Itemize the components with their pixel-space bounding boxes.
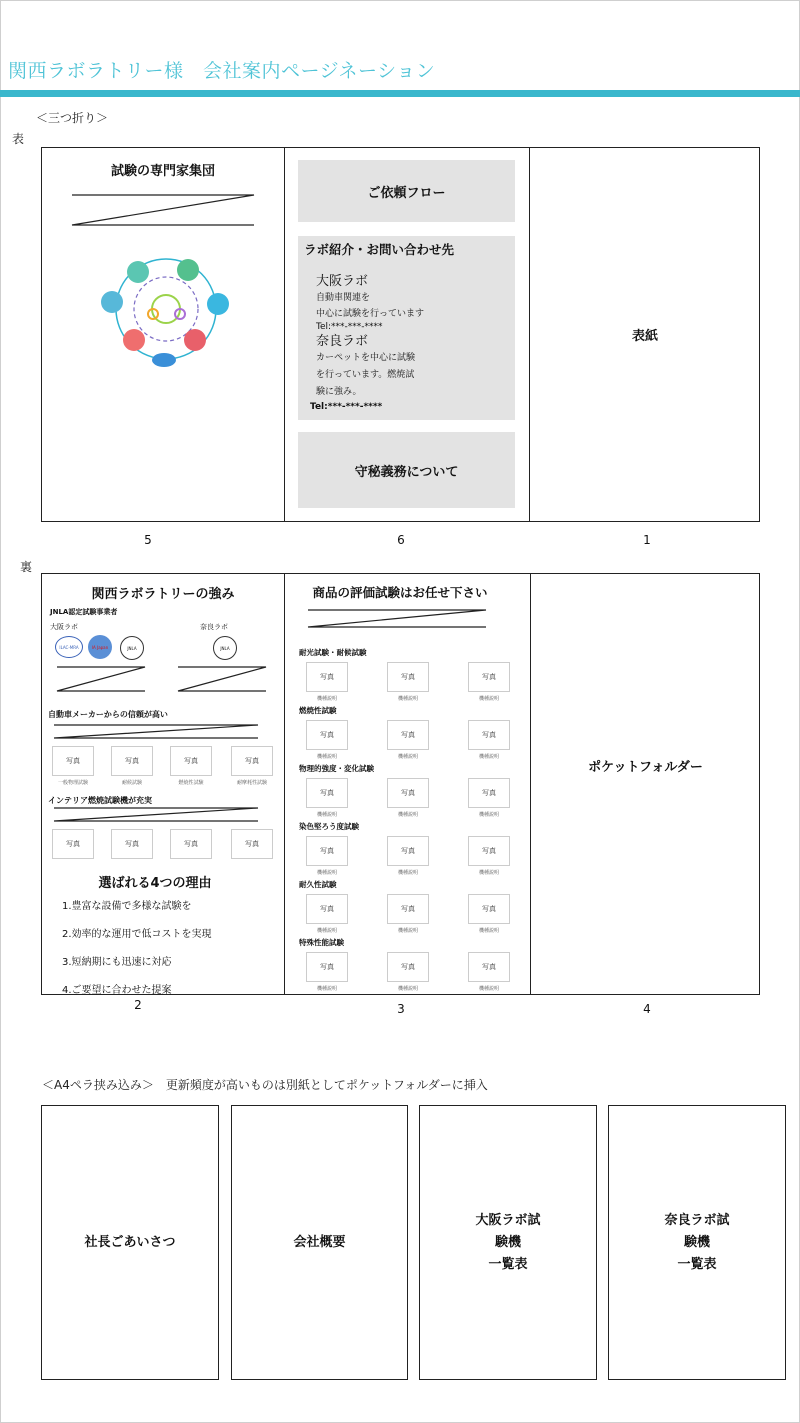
p2-zigzag-interior	[52, 806, 260, 824]
nara-label: 奈良ラボ	[200, 623, 228, 631]
request-flow-block: ご依頼フロー	[298, 160, 515, 222]
photo-placeholder: 写真	[170, 829, 212, 859]
reason-3: 3.短納期にも迅速に対応	[62, 957, 172, 968]
photo-placeholder: 写真	[387, 894, 429, 924]
photo-caption: 機種説明	[316, 870, 337, 876]
photo-caption: 機種説明	[478, 696, 499, 702]
nara-lab-tel: Tel:***-***-****	[310, 402, 383, 412]
p2-zigzag-osaka	[55, 664, 147, 694]
test-category-heading: 染色堅ろう度試験	[299, 822, 359, 831]
auto-photo-row	[52, 746, 278, 792]
insert-company-overview	[231, 1105, 408, 1380]
page-number-6: 6	[397, 533, 405, 547]
expert-group-diagram	[98, 252, 234, 370]
insert-line: 会社概要	[293, 1234, 346, 1250]
nara-lab-name: 奈良ラボ	[316, 334, 369, 349]
p3-heading: 商品の評価試験はお任せ下さい	[312, 585, 488, 600]
insert-osaka-equipment-list	[419, 1105, 597, 1380]
photo-placeholder: 写真	[111, 829, 153, 859]
nara-lab-desc-2: を行っています。燃焼試	[316, 370, 415, 380]
insert-line: 一覧表	[488, 1256, 528, 1272]
photo-placeholder: 写真	[111, 746, 153, 776]
back-label: 裏	[20, 560, 33, 574]
photo-placeholder: 写真	[468, 952, 510, 982]
insert-line: 大阪ラボ試	[475, 1212, 541, 1228]
jnla-badge-nara: JNLA	[213, 636, 237, 660]
lab-intro-block	[298, 236, 515, 420]
test-category-heading: 燃焼性試験	[299, 706, 337, 715]
confidentiality-block: 守秘義務について	[298, 432, 515, 508]
ilac-badge: ILAC-MRA	[55, 636, 83, 658]
photo-placeholder: 写真	[468, 662, 510, 692]
photo-placeholder: 写真	[306, 952, 348, 982]
p2-zigzag-nara	[176, 664, 268, 694]
photo-placeholder: 写真	[52, 829, 94, 859]
photo-placeholder: 写真	[306, 662, 348, 692]
photo-caption: 機種説明	[478, 812, 499, 818]
photo-caption: 機種説明	[478, 928, 499, 934]
photo-caption: 機種説明	[397, 986, 418, 992]
photo-caption: 機種説明	[397, 754, 418, 760]
photo-placeholder: 写真	[231, 746, 273, 776]
photo-placeholder: 写真	[387, 952, 429, 982]
photo-caption: 機種説明	[316, 986, 337, 992]
divider	[284, 147, 285, 522]
interior-heading: インテリア燃焼試験機が充実	[48, 796, 152, 805]
photo-placeholder: 写真	[306, 720, 348, 750]
nara-lab-desc-1: カーペットを中心に試験	[316, 353, 416, 363]
osaka-lab-tel: Tel:***-***-****	[316, 322, 383, 332]
p2-zigzag-auto	[52, 723, 260, 741]
osaka-lab-desc-1: 自動車関連を	[316, 293, 371, 303]
pocket-folder-label: ポケットフォルダー	[588, 760, 703, 775]
test-category-heading: 特殊性能試験	[299, 938, 344, 947]
osaka-label: 大阪ラボ	[50, 623, 78, 631]
test-category-heading: 物理的強度・変化試験	[299, 764, 374, 773]
insert-line: 験機	[683, 1234, 710, 1250]
insert-line: 奈良ラボ試	[664, 1212, 730, 1228]
photo-placeholder: 写真	[170, 746, 212, 776]
reason-1: 1.豊富な設備で多様な試験を	[62, 901, 192, 912]
photo-placeholder: 写真	[468, 778, 510, 808]
photo-placeholder: 写真	[387, 662, 429, 692]
test-category-heading: 耐久性試験	[299, 880, 337, 889]
p2-heading: 関西ラボラトリーの強み	[91, 587, 235, 602]
photo-caption: 機種説明	[397, 928, 418, 934]
photo-placeholder: 写真	[387, 720, 429, 750]
photo-placeholder: 写真	[468, 720, 510, 750]
page-number-4: 4	[643, 1002, 651, 1016]
photo-caption: 機種説明	[397, 870, 418, 876]
photo-caption: 機種説明	[397, 696, 418, 702]
photo-placeholder: 写真	[306, 894, 348, 924]
photo-placeholder: 写真	[306, 778, 348, 808]
a4-insert-section-label: ＜A4ペラ挟み込み＞ 更新頻度が高いものは別紙としてポケットフォルダーに挿入	[42, 1078, 488, 1092]
reasons-heading: 選ばれる4つの理由	[98, 876, 212, 891]
page-number-5: 5	[144, 533, 152, 547]
photo-caption: 機種説明	[316, 928, 337, 934]
p5-heading: 試験の専門家集団	[110, 164, 215, 179]
photo-caption: 機種説明	[316, 754, 337, 760]
page-number-3: 3	[397, 1002, 405, 1016]
photo-caption: 耐摩耗性試験	[236, 780, 267, 786]
photo-caption: 燃焼性試験	[178, 780, 204, 786]
photo-caption: 機種説明	[397, 812, 418, 818]
photo-caption: 耐候試験	[121, 780, 142, 786]
title-underline	[0, 90, 800, 97]
photo-placeholder: 写真	[468, 836, 510, 866]
insert-line: 一覧表	[677, 1256, 717, 1272]
insert-line: 験機	[494, 1234, 521, 1250]
photo-placeholder: 写真	[52, 746, 94, 776]
section-label-trifold: ＜三つ折り＞	[36, 111, 109, 125]
photo-placeholder: 写真	[387, 836, 429, 866]
page-number-1: 1	[643, 533, 651, 547]
p3-zigzag-placeholder	[306, 607, 488, 631]
photo-caption: 機種説明	[478, 986, 499, 992]
insert-greeting	[41, 1105, 219, 1380]
jnla-label: JNLA認定試験事業者	[50, 608, 118, 616]
jnla-badge-osaka: JNLA	[120, 636, 144, 660]
insert-nara-equipment-list	[608, 1105, 786, 1380]
cover-label: 表紙	[631, 329, 658, 344]
osaka-lab-desc-2: 中心に試験を行っています	[316, 309, 425, 319]
page-title: 関西ラボラトリー様 会社案内ページネーション	[8, 60, 436, 82]
auto-trust-heading: 自動車メーカーからの信頼が高い	[48, 710, 168, 719]
nara-lab-desc-3: 験に強み。	[316, 387, 362, 397]
photo-caption: 機種説明	[478, 754, 499, 760]
lab-intro-heading: ラボ紹介・お問い合わせ先	[304, 242, 455, 257]
page-number-2: 2	[134, 998, 142, 1012]
front-label: 表	[12, 132, 25, 146]
photo-caption: 機種説明	[316, 696, 337, 702]
photo-caption: 機種説明	[478, 870, 499, 876]
photo-caption: 一般物理試験	[57, 780, 88, 786]
reason-4: 4.ご要望に合わせた提案	[62, 985, 172, 994]
ia-japan-badge: IA Japan	[88, 635, 112, 659]
photo-placeholder: 写真	[306, 836, 348, 866]
photo-caption: 機種説明	[316, 812, 337, 818]
test-category-grid	[285, 640, 530, 990]
interior-photo-row	[52, 829, 278, 859]
photo-placeholder: 写真	[387, 778, 429, 808]
test-category-heading: 耐光試験・耐候試験	[299, 648, 367, 657]
insert-line: 社長ごあいさつ	[84, 1234, 176, 1250]
osaka-lab-name: 大阪ラボ	[316, 274, 369, 289]
reason-2: 2.効率的な運用で低コストを実現	[62, 929, 212, 940]
photo-placeholder: 写真	[231, 829, 273, 859]
p5-zigzag-placeholder	[70, 190, 256, 230]
photo-placeholder: 写真	[468, 894, 510, 924]
